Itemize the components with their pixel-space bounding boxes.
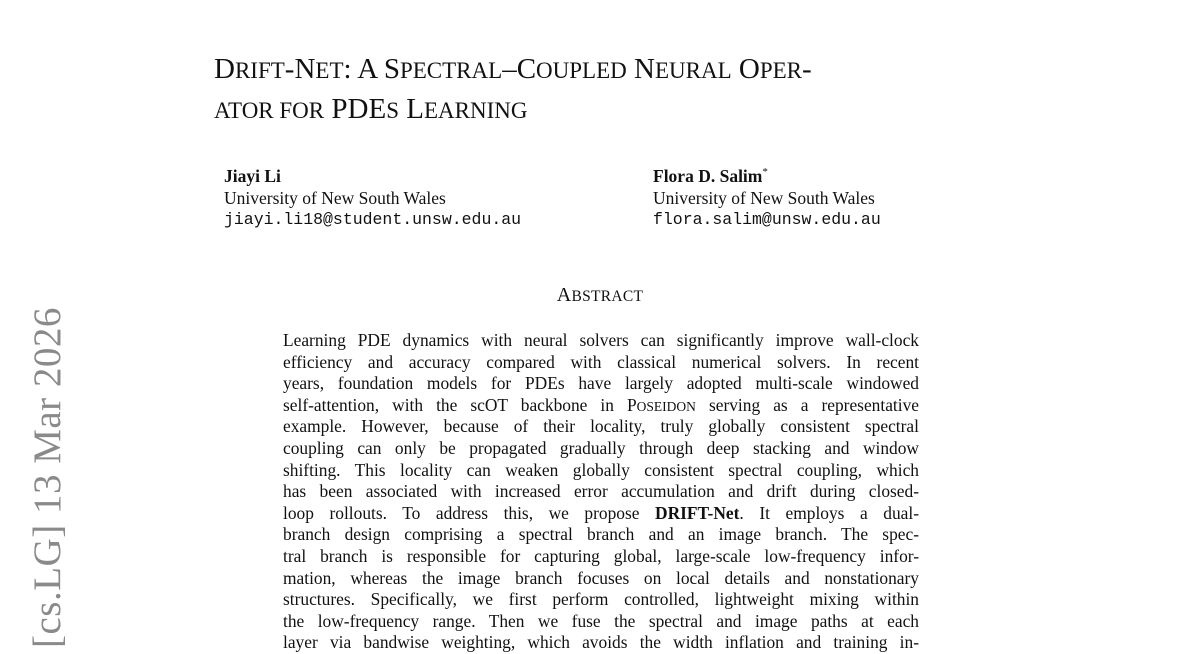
abstract-line: efficiency and accuracy compared with classical numerical solvers. In recent (283, 351, 919, 372)
author-name: Jiayi Li (224, 165, 281, 186)
paper-title (214, 50, 812, 130)
abstract-line: structures. Specifically, we first perform controlled, lightweight mixing within (283, 589, 919, 610)
model-name-poseidon: POSEIDON (627, 394, 696, 415)
abstract-line: example. However, because of their locality, truly globally consistent spectral (283, 416, 919, 437)
abstract-line: self-attention, with the scOT backbone in POSEIDON serving as a representative (283, 394, 919, 415)
abstract-line: has been associated with increased error accumulation and drift during closed- (283, 481, 919, 502)
arxiv-side-stamp: [cs.LG] 13 Mar 2026 (26, 307, 69, 648)
abstract-line: loop rollouts. To address this, we propose DRIFT-Net. It employs a dual- (283, 502, 919, 523)
author-email[interactable]: flora.salim@unsw.edu.au (653, 209, 881, 229)
abstract-line: mation, whereas the image branch focuses on local details and nonstationary (283, 567, 919, 588)
abstract-line: layer via bandwise weighting, which avoids the width inflation and training in- (283, 632, 919, 653)
author-email[interactable]: jiayi.li18@student.unsw.edu.au (224, 209, 522, 229)
abstract-line: the low-frequency range. Then we fuse the spectral and image paths at each (283, 610, 919, 631)
corresponding-author-marker: * (762, 166, 768, 178)
abstract-line: tral branch is responsible for capturing global, large-scale low-frequency infor- (283, 545, 919, 566)
author-1 (224, 161, 521, 231)
author-affiliation: University of New South Wales (653, 187, 875, 208)
title-line-1: DRIFT-NET: A SPECTRAL–COUPLED NEURAL OPER- (214, 53, 812, 85)
model-name-drift-net: DRIFT-Net (655, 502, 740, 523)
abstract-line: coupling can only be propagated gradually through deep stacking and window (283, 437, 919, 458)
abstract-line: branch design comprising a spectral branch and an image branch. The spec- (283, 524, 919, 545)
abstract-line: shifting. This locality can weaken globally consistent spectral coupling, which (283, 459, 919, 480)
author-name: Flora D. Salim* (653, 165, 768, 186)
title-line-2: ATOR FOR PDES LEARNING (214, 93, 528, 125)
author-2 (653, 161, 881, 231)
abstract-text (283, 330, 919, 654)
abstract-heading: ABSTRACT (556, 284, 644, 306)
author-affiliation: University of New South Wales (224, 187, 446, 208)
abstract-line: Learning PDE dynamics with neural solvers can significantly improve wall-clock (283, 330, 919, 350)
abstract-line: years, foundation models for PDEs have largely adopted multi-scale windowed (283, 373, 919, 394)
